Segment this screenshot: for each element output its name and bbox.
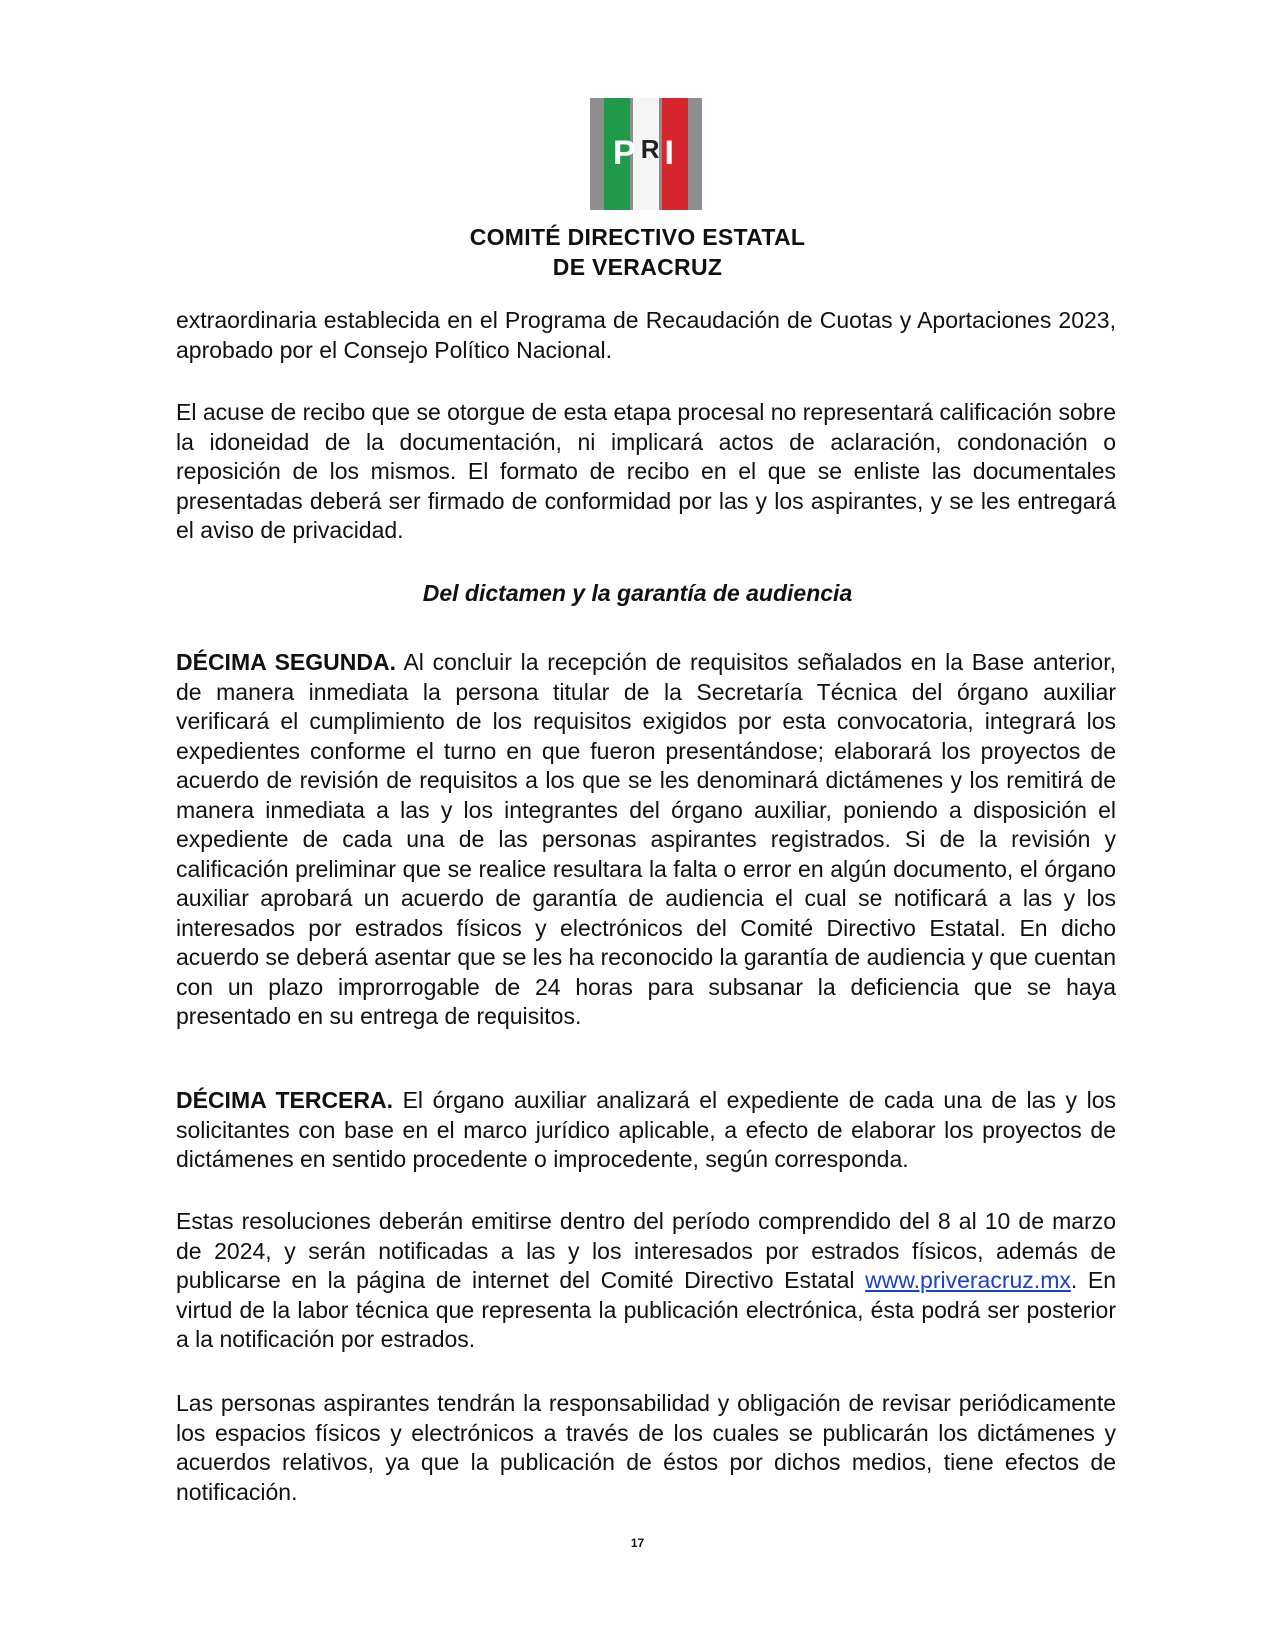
pri-logo bbox=[590, 98, 702, 210]
paragraph-responsabilidad: Las personas aspirantes tendrán la responsabilidad y obligación de revisar periódicamente los espacios físicos y electrónicos a través de los cuales se publicarán los dictámenes y acuerdos relativos, ya que la publicación de éstos por dichos medios, tiene efectos de notificación. bbox=[176, 1390, 1116, 1505]
clause-title: DÉCIMA SEGUNDA. bbox=[176, 649, 396, 675]
paragraph-text: . En virtud de la labor técnica que representa la publicación electrónica, ésta podrá ser posterior a la notificación por estrados. bbox=[176, 1267, 1116, 1352]
paragraph-decima-segunda bbox=[176, 648, 1116, 1032]
logo-letter-i: I bbox=[664, 134, 679, 172]
paragraph-decima-tercera bbox=[176, 1086, 1116, 1175]
clause-text: Al concluir la recepción de requisitos señalados en la Base anterior, de manera inmediata la persona titular de la Secretaría Técnica del órgano auxiliar verificará el cumplimiento de los requisitos exigidos por esta convocatoria, integrará los expedientes conforme el turno en que fueron presentándose; elaborará los proyectos de acuerdo de revisión de requisitos a los que se les denominará dictámenes y los remitirá de manera inmediata a las y los integrantes del órgano auxiliar, poniendo a disposición el expediente de cada una de las personas aspirantes registrados. Si de la revisión y calificación preliminar que se realice resultara la falta o error en algún documento, el órgano auxiliar aprobará un acuerdo de garantía de audiencia el cual se notificará a las y los interesados por estrados físicos y electrónicos del Comité Directivo Estatal. En dicho acuerdo se deberá asentar que se les ha reconocido la garantía de audiencia y que cuentan con un plazo improrrogable de 24 horas para subsanar la deficiencia que se haya presentado en su entrega de requisitos. bbox=[176, 649, 1116, 1029]
paragraph-continuation: extraordinaria establecida en el Programa de Recaudación de Cuotas y Aportaciones 2023, aprobado por el Consejo Político Nacional. bbox=[176, 307, 1116, 363]
clause-text: El órgano auxiliar analizará el expediente de cada una de las y los solicitantes con base en el marco jurídico aplicable, a efecto de elaborar los proyectos de dictámenes en sentido procedente o improcedente, según corresponda. bbox=[176, 1087, 1116, 1172]
committee-title-line1: COMITÉ DIRECTIVO ESTATAL bbox=[469, 224, 806, 250]
logo-letter-p: P bbox=[613, 134, 641, 172]
committee-title-line2: DE VERACRUZ bbox=[552, 254, 723, 280]
logo-letters bbox=[590, 136, 702, 170]
paragraph-resoluciones bbox=[176, 1207, 1116, 1355]
paragraph-acuse-recibo: El acuse de recibo que se otorgue de esta etapa procesal no representará calificación sobre la idoneidad de la documentación, ni implicará actos de aclaración, condonación o reposición de los mismos. El formato de recibo en el que se enliste las documentales presentadas deberá ser firmado de conformidad por las y los aspirantes, y se les entregará el aviso de privacidad. bbox=[176, 399, 1116, 543]
section-heading: Del dictamen y la garantía de audiencia bbox=[422, 580, 853, 606]
paragraph-text: Estas resoluciones deberán emitirse dentro del período comprendido del 8 al 10 de marzo de 2024, y serán notificadas a las y los interesados por estrados físicos, además de publicarse en la página de internet del Comité Directivo Estatal bbox=[176, 1208, 1116, 1293]
clause-title: DÉCIMA TERCERA. bbox=[176, 1087, 394, 1113]
logo-letter-r: R bbox=[640, 134, 665, 164]
website-link[interactable]: www.priveracruz.mx bbox=[865, 1267, 1071, 1293]
page-number: 17 bbox=[630, 1536, 645, 1550]
